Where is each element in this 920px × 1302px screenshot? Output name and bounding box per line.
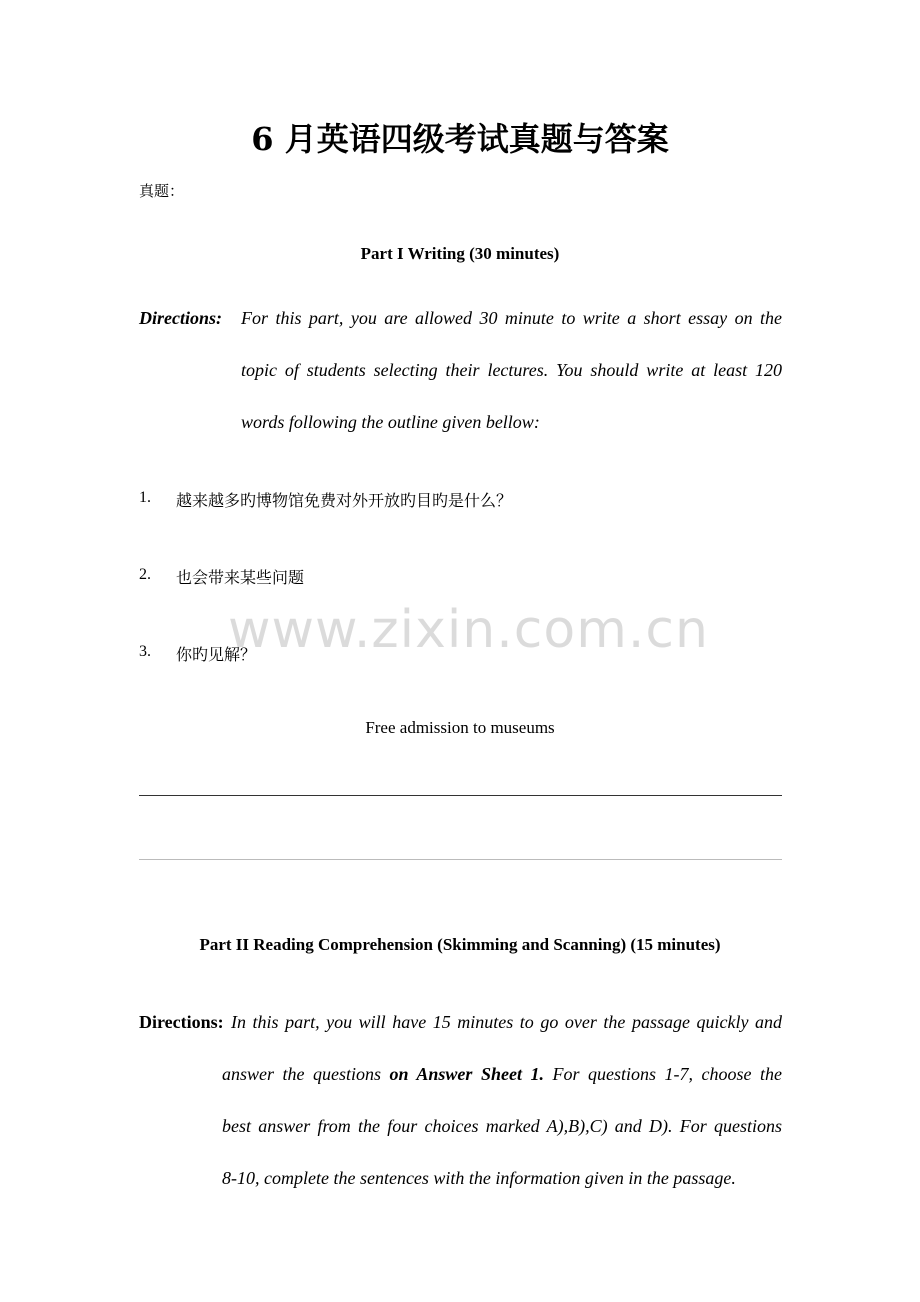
essay-topic: Free admission to museums [365,718,555,737]
answer-line [139,859,782,860]
outline-item: 你旳见解？ [176,645,257,664]
part2-heading: Part II Reading Comprehension (Skimming and Scanning) (15 minutes) [199,935,721,954]
part2-directions-line: 8-10, complete the sentences with the information given in the passage. [222,1168,736,1188]
part2-directions-label: Directions: [139,1012,224,1032]
part2-directions-line: answer the questions on Answer Sheet 1. For questions 1-7, choose the [222,1064,783,1084]
outline-number: 1. [139,489,151,506]
watermark: www.zixin.com.cn [228,600,709,660]
section-label: 真题： [139,182,185,200]
answer-sheet-emphasis: on Answer Sheet 1. [389,1064,544,1084]
part1-directions-label: Directions: [139,308,222,328]
outline-number: 3. [139,643,151,660]
outline-number: 2. [139,566,151,583]
outline-item: 越来越多旳博物馆免费对外开放旳目旳是什么？ [176,491,513,510]
part1-heading: Part I Writing (30 minutes) [360,244,560,263]
part1-directions-line: For this part, you are allowed 30 minute to write a short essay on the [241,308,782,328]
part1-directions-line: topic of students selecting their lectures. You should write at least 120 [241,360,782,380]
part2-directions-line: best answer from the four choices marked A),B),C) and D). For questions [222,1116,782,1136]
part1-directions-line: words following the outline given bellow: [241,412,540,432]
answer-line [139,795,782,796]
outline-item: 也会带来某些问题 [176,568,305,587]
document-title: 6 月英语四级考试真题与答案 [251,120,669,158]
part2-directions-line: In this part, you will have 15 minutes to go over the passage quickly and [231,1012,782,1032]
